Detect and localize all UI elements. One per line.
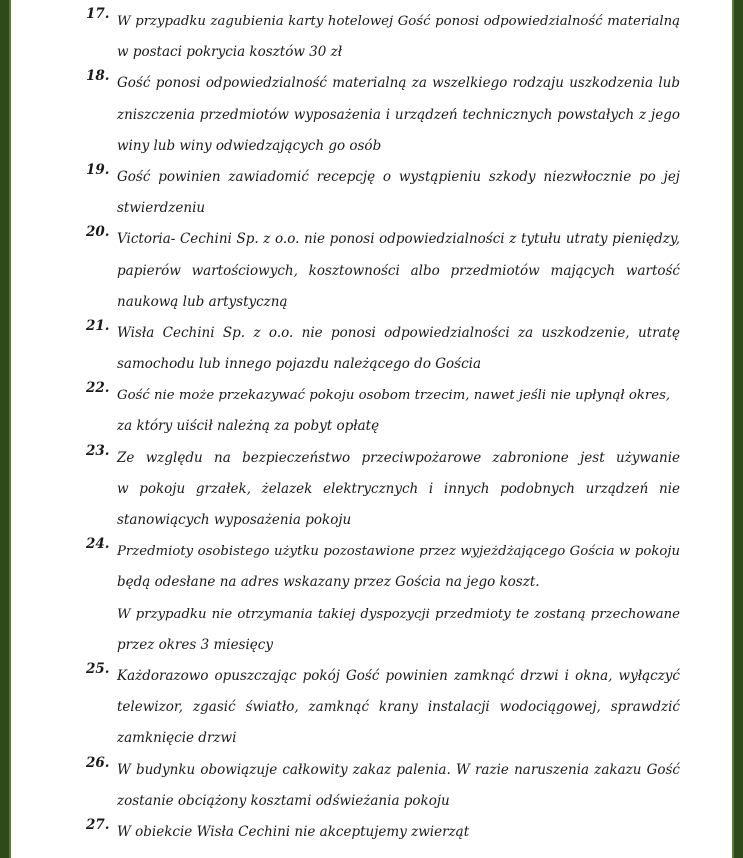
item-text-line: w pokoju grzałek, żelazek elektrycznych i innych podobnych urządzeń nie (117, 480, 680, 497)
item-number: 21. (86, 317, 110, 334)
item-number: 19. (86, 161, 110, 178)
item-number: 27. (86, 816, 110, 833)
regulation-item (86, 224, 680, 318)
regulation-item (86, 817, 680, 848)
item-number: 22. (86, 380, 110, 397)
item-text-line: W budynku obowiązuje całkowity zakaz palenia. W razie naruszenia zakazu Gość (117, 761, 680, 778)
item-number: 18. (86, 68, 110, 85)
regulation-item (86, 318, 680, 380)
item-text-line: Gość ponosi odpowiedzialność materialną za wszelkiego rodzaju uszkodzenia lub (117, 75, 680, 92)
regulation-item (86, 755, 680, 817)
left-frame-border (0, 0, 11, 858)
item-text-line: przez okres 3 miesięcy (117, 636, 273, 653)
regulation-item (86, 6, 680, 68)
item-text-line: będą odesłane na adres wskazany przez Gościa na jego koszt. (117, 574, 540, 591)
item-text-line: Każdorazowo opuszczając pokój Gość powinien zamknąć drzwi i okna, wyłączyć (117, 667, 680, 684)
item-number: 23. (86, 442, 110, 459)
regulation-item (86, 162, 680, 224)
item-text-line: Przedmioty osobistego użytku pozostawione przez wyjeżdżającego Gościa w pokoju (117, 544, 680, 560)
item-text-line: zniszczenia przedmiotów wyposażenia i urządzeń technicznych powstałych z jego (117, 106, 680, 123)
regulations-list (86, 6, 680, 848)
regulation-item (86, 536, 680, 661)
item-text-line: Gość nie może przekazywać pokoju osobom trzecim, nawet jeśli nie upłynął okres, (117, 388, 671, 404)
item-text-line: W obiekcie Wisła Cechini nie akceptujemy zwierząt (117, 823, 470, 840)
item-number: 17. (86, 6, 110, 22)
regulation-item (86, 661, 680, 755)
item-text-line: naukową lub artystyczną (117, 293, 288, 310)
item-text-line: samochodu lub innego pojazdu należącego do Gościa (117, 356, 482, 373)
item-text-line: zamknięcie drzwi (117, 730, 237, 747)
item-text-line: w postaci pokrycia kosztów 30 zł (117, 44, 343, 61)
regulation-item (86, 380, 680, 442)
item-text-line: papierów wartościowych, kosztowności albo przedmiotów mających wartość (117, 262, 680, 279)
item-text-line: stanowiących wyposażenia pokoju (117, 512, 352, 528)
item-text-line: telewizor, zgasić światło, zamknąć krany instalacji wodociągowej, sprawdzić (117, 699, 680, 716)
item-number: 25. (86, 660, 110, 677)
item-text-line: Victoria- Cechini Sp. z o.o. nie ponosi odpowiedzialności z tytułu utraty pieniędzy, (117, 231, 680, 248)
regulation-item (86, 68, 680, 162)
item-text-line: W przypadku nie otrzymania takiej dyspozycji przedmioty te zostaną przechowane (117, 606, 680, 622)
item-number: 24. (86, 536, 110, 553)
regulation-item (86, 443, 680, 537)
item-number: 20. (86, 224, 110, 241)
item-text-line: winy lub winy odwiedzających go osób (117, 137, 382, 154)
item-text-line: za który uiścił należną za pobyt opłatę (117, 418, 380, 435)
item-text-line: Gość powinien zawiadomić recepcję o wystąpieniu szkody niezwłocznie po jej (117, 168, 680, 185)
item-number: 26. (86, 754, 110, 771)
item-text-line: Ze względu na bezpieczeństwo przeciwpożarowe zabronione jest używanie (117, 449, 680, 466)
item-text-line: Wisła Cechini Sp. z o.o. nie ponosi odpowiedzialności za uszkodzenie, utratę (117, 324, 680, 341)
item-text-line: stwierdzeniu (117, 200, 206, 217)
item-text-line: zostanie obciążony kosztami odświeżania pokoju (117, 792, 450, 809)
item-text-line: W przypadku zagubienia karty hotelowej Gość ponosi odpowiedzialność materialną (117, 14, 680, 29)
right-frame-border (732, 0, 743, 858)
